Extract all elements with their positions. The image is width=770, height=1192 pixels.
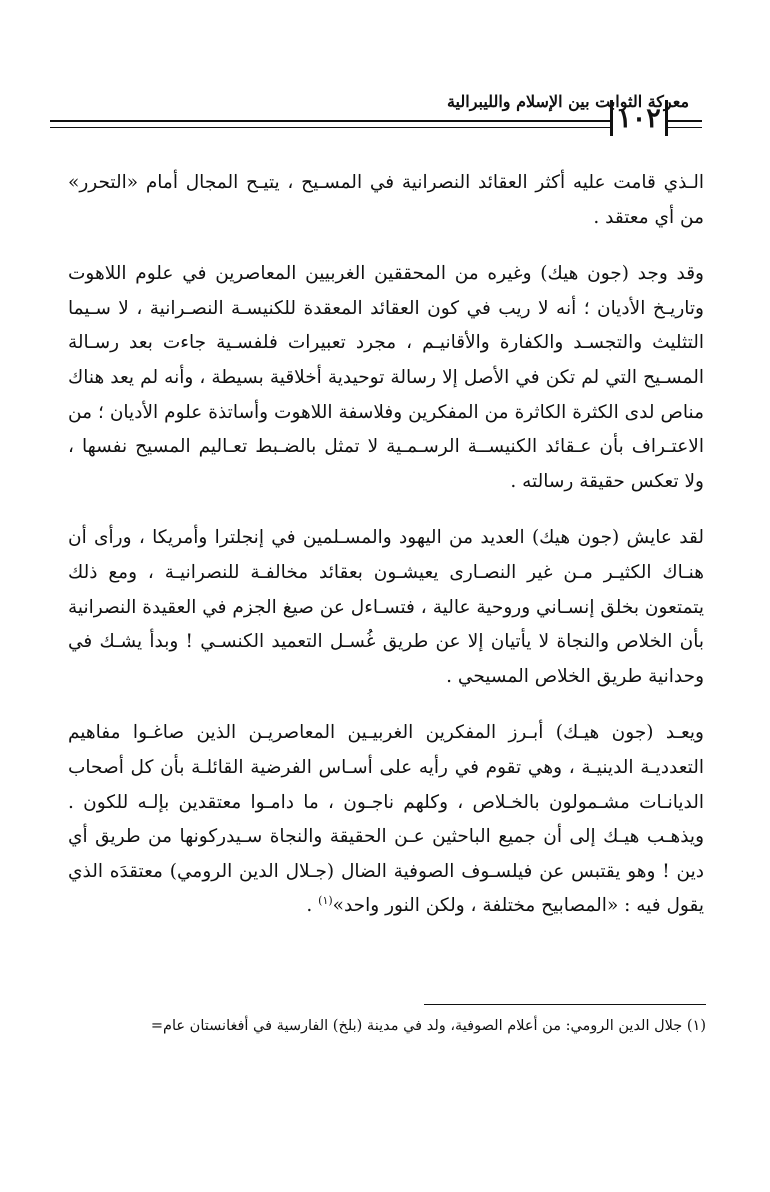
footnote-rule <box>424 1004 706 1005</box>
paragraph: الـذي قامت عليه أكثر العقائد النصرانية في المسـيح ، يتيـح المجال أمام «التحرر» من أي معتقد . <box>68 172 704 228</box>
paragraph-text: ويعـد (جون هيـك) أبـرز المفكرين الغربيـين المعاصريـن الذين صاغـوا مفاهيم التعدديـة الدينيـة ، وهي تقوم في رأيه على أسـاس الفرضية القائلـة بأن كل أصحاب الديانـات مشـمولون بالخـلاص ، وكلهم ناجـون ، ما دامـوا معتقدين بإلـه للكون . ويذهـب هيـك إلى أن جميع الباحثين عـن الحقيقة والنجاة سـيدركونها من طريق أي دين ! وهو يقتبس عن فيلسـوف الصوفية الضال (جـلال الدين الرومي) معتقدَه الذي يقول فيه : «المصابيح مختلفة ، ولكن النور واحد» <box>68 722 704 917</box>
header-rule <box>50 120 610 128</box>
footnote-marker: (١) <box>318 894 333 908</box>
header-rule-right <box>666 120 702 128</box>
footnote: (١) جلال الدين الرومي: من أعلام الصوفية، ولد في مدينة (بلخ) الفارسية في أفغانستان عام= <box>150 1018 706 1034</box>
page-number: ١٠٢ <box>610 100 668 136</box>
paragraph: لقد عايش (جون هيك) العديد من اليهود والمسـلمين في إنجلترا وأمريكا ، ورأى أن هنـاك الكثيـر مـن غير النصـارى يعيشـون بعقائد مخالفـة للنصرانيـة ، ومع ذلك يتمتعون بخلق إنسـاني وروحية عالية ، فتسـاءل عن صيغ الجزم في العقيدة النصرانية بأن الخلاص والنجاة لا يأتيان إلا عن طريق غُسـل التعميد الكنسـي ! وبدأ يشـك في وحدانية طريق الخلاص المسيحي . <box>68 527 704 687</box>
body-text <box>68 166 704 924</box>
paragraph: وقد وجد (جون هيك) وغيره من المحققين الغربيين المعاصرين في علوم اللاهوت وتاريـخ الأديان ؛ أنه لا ريب في كون العقائد المعقدة للكنيسـة النصـرانية ، لا سـيما التثليث والتجسـد والكفارة والأقانيـم ، مجرد تعبيرات فلفسـية جاءت بعد رسـالة المسـيح التي لم تكن في الأصل إلا رسالة توحيدية أخلاقية بسيطة ، وأنه لم يعد هناك مناص لدى الكثرة الكاثرة من المفكرين وفلاسفة اللاهوت وأساتذة علوم الأديان ؛ من الاعتـراف بأن عـقائد الكنيســة الرسـمـية لا تمثل بالضـبط تعـاليم المسيح نفسها ، ولا تعكس حقيقة رسالته . <box>68 263 704 492</box>
paragraph: ويعـد (جون هيـك) أبـرز المفكرين الغربيـين المعاصريـن الذين صاغـوا مفاهيم التعدديـة الدينيـة ، وهي تقوم في رأيه على أسـاس الفرضية القائلـة بأن كل أصحاب الديانـات مشـمولون بالخـلاص ، وكلهم ناجـون ، ما دامـوا معتقدين بإلـه للكون . ويذهـب هيـك إلى أن جميع الباحثين عـن الحقيقة والنجاة سـيدركونها من طريق أي دين ! وهو يقتبس عن فيلسـوف الصوفية الضال (جـلال الدين الرومي) معتقدَه الذي يقول فيه : «المصابيح مختلفة ، ولكن النور واحد»$^{(١)}$ . <box>68 722 704 917</box>
running-title: معركة الثوابت بين الإسلام والليبرالية <box>446 92 690 111</box>
